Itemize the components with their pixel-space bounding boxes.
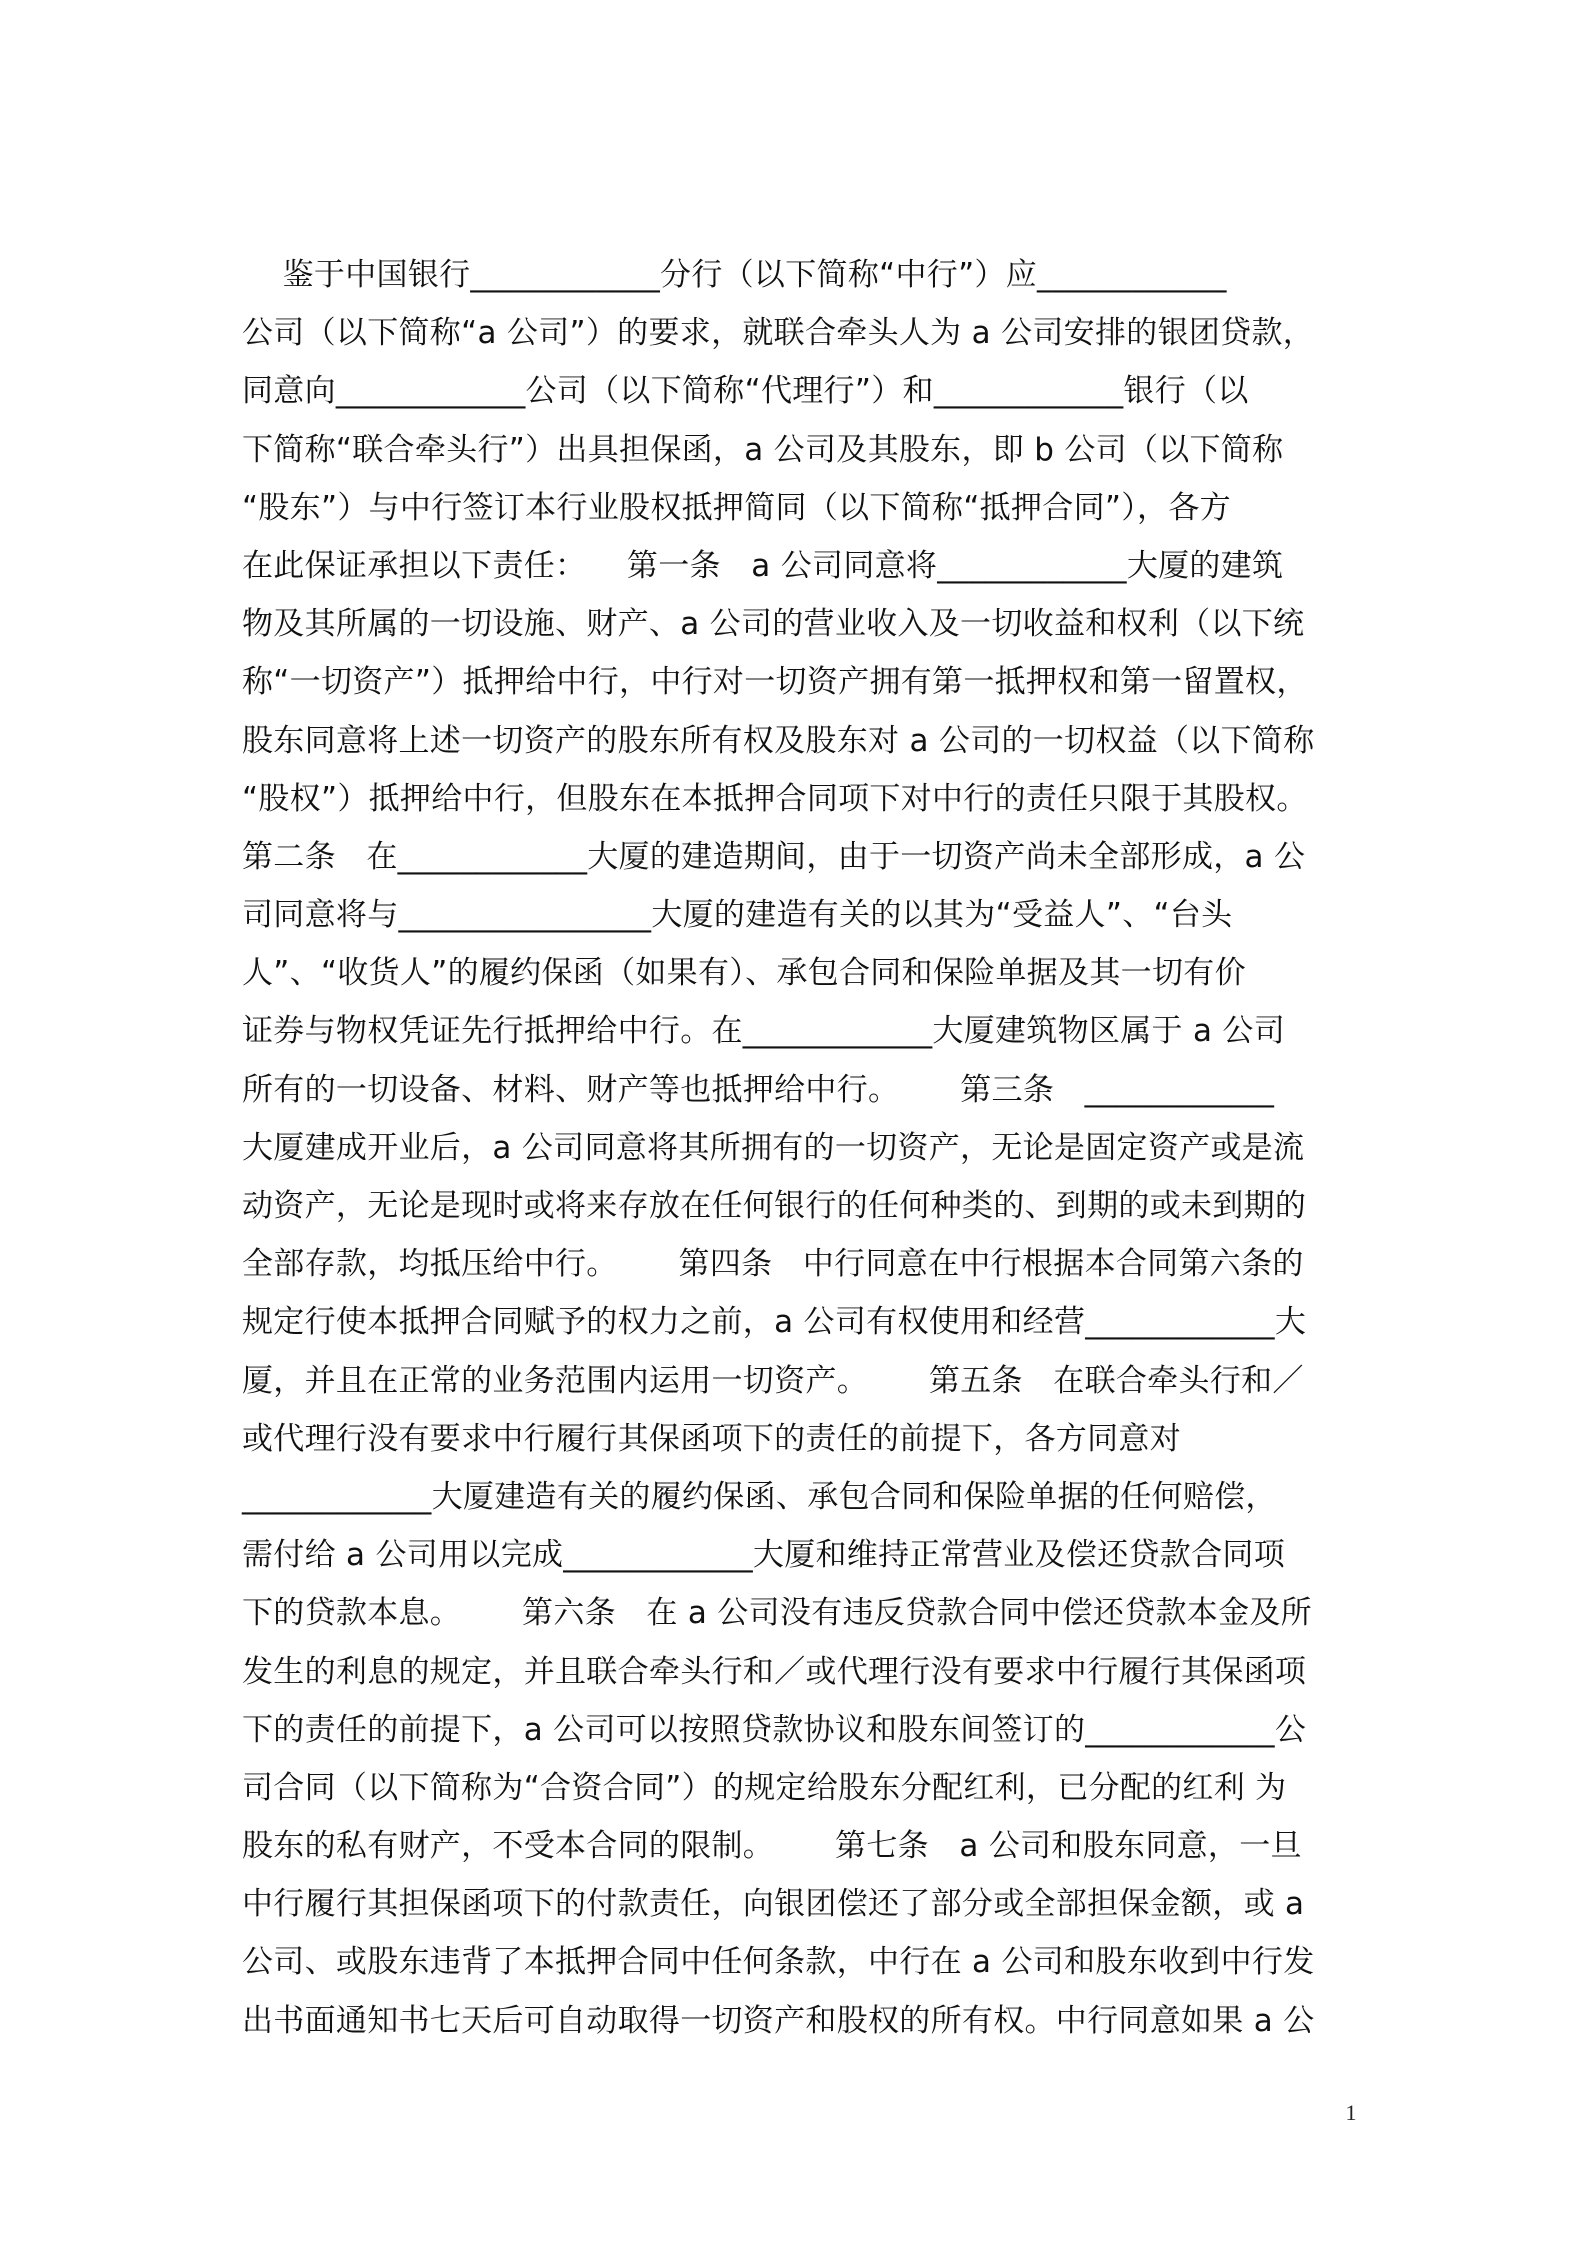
- text-line: 或代理行没有要求中行履行其保函项下的责任的前提下，各方同意对: [242, 1420, 1181, 1457]
- text-line: ____________大厦建造有关的履约保函、承包合同和保险单据的任何赔偿，: [242, 1478, 1277, 1515]
- text-line: 证券与物权凭证先行抵押给中行。在____________大厦建筑物区属于 a 公司: [242, 1013, 1286, 1050]
- text-line: 全部存款，均抵压给中行。 第四条 中行同意在中行根据本合同第六条的: [242, 1246, 1304, 1283]
- text-line: 下的责任的前提下，a 公司可以按照贷款协议和股东间签订的____________公: [242, 1711, 1307, 1748]
- text-line: 厦，并且在正常的业务范围内运用一切资产。 第五条 在联合牵头行和／: [242, 1362, 1304, 1399]
- text-line: 发生的利息的规定，并且联合牵头行和／或代理行没有要求中行履行其保函项: [242, 1653, 1307, 1690]
- text-line: 称“一切资产”）抵押给中行，中行对一切资产拥有第一抵押权和第一留置权，: [242, 664, 1308, 701]
- text-line: 动资产，无论是现时或将来存放在任何银行的任何种类的、到期的或未到期的: [242, 1188, 1307, 1224]
- text-line: “股东”）与中行签订本行业股权抵押简同（以下简称“抵押合同”），各方: [242, 489, 1231, 526]
- text-line: 大厦建成开业后，a 公司同意将其所拥有的一切资产，无论是固定资产或是流: [242, 1129, 1305, 1166]
- text-line: 同意向____________公司（以下简称“代理行”）和____________银行（以: [242, 373, 1249, 410]
- text-line: 公司（以下简称“a 公司”）的要求，就联合牵头人为 a 公司安排的银团贷款，: [242, 315, 1315, 352]
- text-line: 下简称“联合牵头行”）出具担保函，a 公司及其股东，即 b 公司（以下简称: [242, 431, 1284, 468]
- text-line: 人”、“收货人”的履约保函（如果有）、承包合同和保险单据及其一切有价: [242, 955, 1246, 992]
- text-line: 鉴于中国银行____________分行（以下简称“中行”）应____________: [242, 257, 1227, 293]
- page-number: 1: [1345, 2100, 1357, 2125]
- text-line: 股东的私有财产，不受本合同的限制。 第七条 a 公司和股东同意，一旦: [242, 1828, 1302, 1865]
- text-line: 第二条 在____________大厦的建造期间，由于一切资产尚未全部形成，a 公: [242, 838, 1306, 875]
- contract-body-text: [242, 246, 1362, 2050]
- text-line: 所有的一切设备、材料、财产等也抵押给中行。 第三条 ____________: [242, 1071, 1275, 1108]
- text-line: 股东同意将上述一切资产的股东所有权及股东对 a 公司的一切权益（以下简称: [242, 722, 1315, 759]
- text-line: 中行履行其担保函项下的付款责任，向银团偿还了部分或全部担保金额，或 a: [242, 1886, 1305, 1923]
- text-line: 规定行使本抵押合同赋予的权力之前，a 公司有权使用和经营____________大: [242, 1304, 1307, 1341]
- text-line: 需付给 a 公司用以完成____________大厦和维持正常营业及偿还贷款合同项: [242, 1537, 1286, 1574]
- text-line: 物及其所属的一切设施、财产、a 公司的营业收入及一切收益和权利（以下统: [242, 606, 1305, 643]
- text-line: “股权”）抵押给中行，但股东在本抵押合同项下对中行的责任只限于其股权。: [242, 780, 1308, 817]
- text-line: 在此保证承担以下责任： 第一条 a 公司同意将____________大厦的建筑: [242, 547, 1284, 584]
- text-line: 司合同（以下简称为“合资合同”）的规定给股东分配红利，已分配的红利 为: [242, 1769, 1287, 1806]
- text-line: 出书面通知书七天后可自动取得一切资产和股权的所有权。中行同意如果 a 公: [242, 2002, 1315, 2039]
- text-line: 司同意将与________________大厦的建造有关的以其为“受益人”、“台头: [242, 897, 1233, 934]
- text-line: 公司、或股东违背了本抵押合同中任何条款，中行在 a 公司和股东收到中行发: [242, 1944, 1315, 1981]
- text-line: 下的贷款本息。 第六条 在 a 公司没有违反贷款合同中偿还贷款本金及所: [242, 1595, 1312, 1632]
